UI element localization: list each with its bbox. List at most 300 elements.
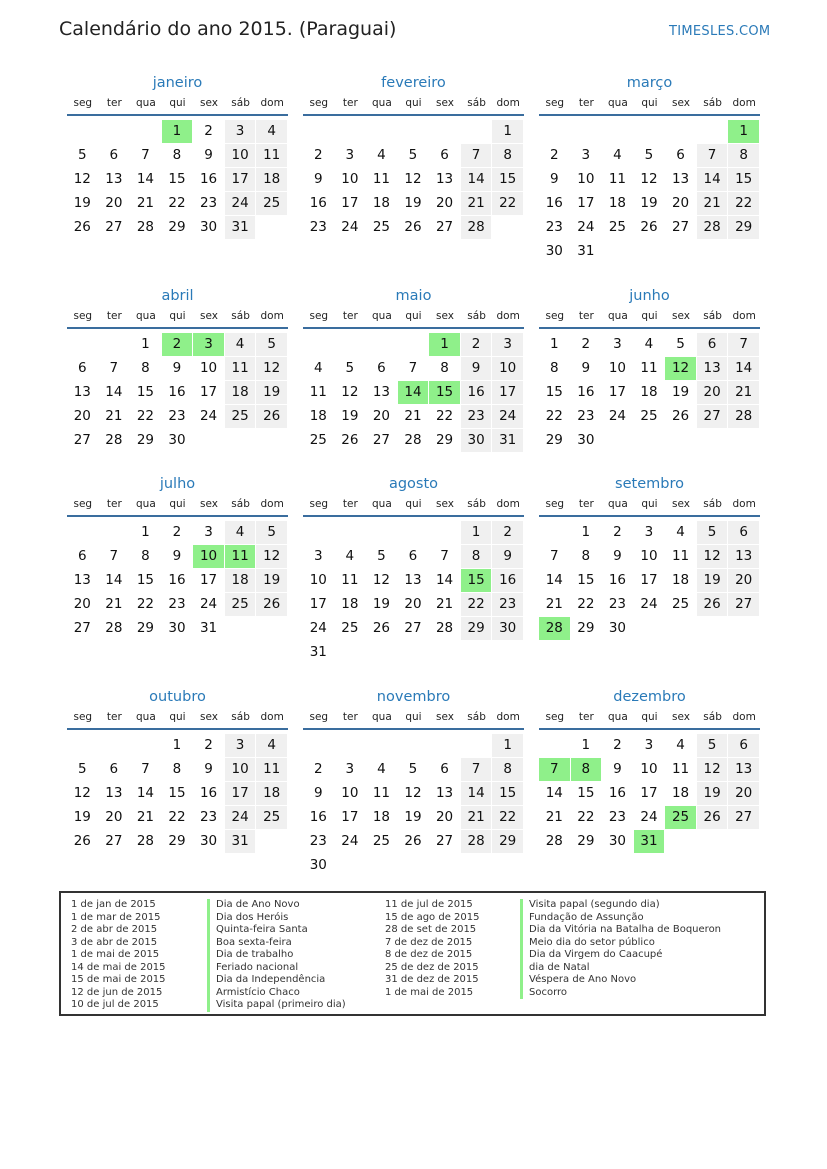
day-cell[interactable]: 29 [168, 833, 186, 849]
day-cell[interactable]: 4 [377, 761, 386, 777]
day-cell[interactable]: 14 [136, 171, 154, 187]
weekend-day-cell[interactable]: 18 [225, 381, 256, 404]
weekend-day-cell[interactable]: 25 [256, 192, 287, 215]
day-cell[interactable]: 3 [345, 761, 355, 777]
weekend-day-cell[interactable]: 11 [256, 758, 287, 781]
day-cell[interactable]: 6 [377, 360, 386, 376]
day-cell[interactable]: 11 [671, 761, 690, 777]
day-cell[interactable]: 18 [671, 572, 690, 588]
day-cell[interactable]: 1 [549, 336, 559, 352]
day-cell[interactable]: 9 [613, 761, 622, 777]
day-cell[interactable]: 17 [341, 195, 359, 211]
holiday-day-cell[interactable]: 15 [461, 569, 492, 592]
day-cell[interactable]: 5 [644, 147, 654, 163]
day-cell[interactable]: 19 [404, 809, 422, 825]
day-cell[interactable]: 11 [372, 171, 390, 187]
day-cell[interactable]: 20 [372, 408, 390, 424]
day-cell[interactable]: 6 [77, 548, 87, 564]
day-cell[interactable]: 29 [435, 432, 454, 448]
weekend-day-cell[interactable]: 3 [492, 333, 523, 356]
weekend-day-cell[interactable]: 31 [225, 216, 256, 239]
day-cell[interactable]: 5 [676, 336, 685, 352]
day-cell[interactable]: 4 [377, 147, 386, 163]
weekend-day-cell[interactable]: 22 [492, 806, 523, 829]
day-cell[interactable]: 30 [577, 432, 595, 448]
weekend-day-cell[interactable]: 14 [728, 357, 759, 380]
day-cell[interactable]: 26 [640, 219, 658, 235]
day-cell[interactable]: 4 [345, 548, 355, 564]
day-cell[interactable]: 29 [168, 219, 186, 235]
day-cell[interactable]: 10 [309, 572, 327, 588]
day-cell[interactable]: 7 [109, 548, 119, 564]
day-cell[interactable]: 21 [435, 596, 454, 612]
weekend-day-cell[interactable]: 23 [492, 593, 523, 616]
day-cell[interactable]: 3 [613, 336, 622, 352]
weekend-day-cell[interactable]: 17 [225, 168, 256, 191]
day-cell[interactable]: 16 [577, 384, 595, 400]
day-cell[interactable]: 13 [435, 785, 454, 801]
day-cell[interactable]: 17 [199, 384, 218, 400]
day-cell[interactable]: 4 [644, 336, 654, 352]
day-cell[interactable]: 15 [136, 384, 154, 400]
day-cell[interactable]: 4 [313, 360, 323, 376]
day-cell[interactable]: 15 [168, 785, 186, 801]
day-cell[interactable]: 1 [172, 737, 182, 753]
weekend-day-cell[interactable]: 20 [728, 782, 759, 805]
weekend-day-cell[interactable]: 7 [461, 758, 492, 781]
day-cell[interactable]: 9 [172, 360, 182, 376]
day-cell[interactable]: 24 [341, 219, 359, 235]
weekend-day-cell[interactable]: 29 [492, 830, 523, 853]
day-cell[interactable]: 12 [73, 785, 91, 801]
day-cell[interactable]: 2 [313, 761, 323, 777]
holiday-day-cell[interactable]: 14 [398, 381, 429, 404]
day-cell[interactable]: 10 [341, 171, 359, 187]
day-cell[interactable]: 19 [372, 596, 390, 612]
day-cell[interactable]: 20 [73, 408, 91, 424]
day-cell[interactable]: 24 [309, 620, 327, 636]
day-cell[interactable]: 19 [671, 384, 690, 400]
holiday-day-cell[interactable]: 25 [665, 806, 696, 829]
day-cell[interactable]: 30 [545, 243, 563, 259]
day-cell[interactable]: 9 [549, 171, 559, 187]
day-cell[interactable]: 4 [613, 147, 622, 163]
weekend-day-cell[interactable]: 25 [225, 405, 256, 428]
day-cell[interactable]: 5 [377, 548, 386, 564]
weekend-day-cell[interactable]: 4 [256, 120, 287, 143]
day-cell[interactable]: 13 [73, 384, 91, 400]
day-cell[interactable]: 12 [404, 171, 422, 187]
day-cell[interactable]: 27 [372, 432, 390, 448]
day-cell[interactable]: 19 [73, 809, 91, 825]
day-cell[interactable]: 8 [549, 360, 559, 376]
weekend-day-cell[interactable]: 28 [728, 405, 759, 428]
day-cell[interactable]: 22 [136, 408, 154, 424]
day-cell[interactable]: 6 [109, 761, 119, 777]
day-cell[interactable]: 11 [608, 171, 626, 187]
day-cell[interactable]: 1 [141, 524, 150, 540]
weekend-day-cell[interactable]: 15 [492, 168, 523, 191]
day-cell[interactable]: 9 [204, 147, 213, 163]
weekend-day-cell[interactable]: 3 [225, 734, 256, 757]
day-cell[interactable]: 15 [577, 785, 595, 801]
day-cell[interactable]: 13 [372, 384, 390, 400]
weekend-day-cell[interactable]: 13 [728, 758, 759, 781]
day-cell[interactable]: 2 [204, 123, 213, 139]
day-cell[interactable]: 30 [199, 219, 218, 235]
weekend-day-cell[interactable]: 12 [256, 545, 287, 568]
day-cell[interactable]: 24 [199, 408, 218, 424]
day-cell[interactable]: 20 [435, 809, 454, 825]
day-cell[interactable]: 29 [136, 432, 154, 448]
day-cell[interactable]: 14 [435, 572, 454, 588]
day-cell[interactable]: 29 [136, 620, 154, 636]
day-cell[interactable]: 5 [345, 360, 355, 376]
weekend-day-cell[interactable]: 20 [697, 381, 728, 404]
day-cell[interactable]: 25 [608, 219, 626, 235]
day-cell[interactable]: 13 [105, 171, 123, 187]
day-cell[interactable]: 5 [77, 761, 87, 777]
weekend-day-cell[interactable]: 22 [728, 192, 759, 215]
day-cell[interactable]: 3 [345, 147, 355, 163]
day-cell[interactable]: 10 [640, 761, 658, 777]
day-cell[interactable]: 13 [435, 171, 454, 187]
day-cell[interactable]: 3 [313, 548, 323, 564]
day-cell[interactable]: 10 [608, 360, 626, 376]
day-cell[interactable]: 27 [404, 620, 422, 636]
day-cell[interactable]: 28 [136, 219, 154, 235]
weekend-day-cell[interactable]: 13 [697, 357, 728, 380]
day-cell[interactable]: 19 [640, 195, 658, 211]
weekend-day-cell[interactable]: 8 [492, 758, 523, 781]
weekend-day-cell[interactable]: 7 [697, 144, 728, 167]
day-cell[interactable]: 20 [73, 596, 91, 612]
day-cell[interactable]: 12 [73, 171, 91, 187]
day-cell[interactable]: 12 [404, 785, 422, 801]
day-cell[interactable]: 22 [435, 408, 454, 424]
weekend-day-cell[interactable]: 11 [256, 144, 287, 167]
weekend-day-cell[interactable]: 19 [256, 569, 287, 592]
day-cell[interactable]: 22 [577, 809, 595, 825]
weekend-day-cell[interactable]: 16 [461, 381, 492, 404]
day-cell[interactable]: 4 [676, 524, 685, 540]
day-cell[interactable]: 16 [309, 809, 327, 825]
day-cell[interactable]: 28 [404, 432, 422, 448]
weekend-day-cell[interactable]: 20 [728, 569, 759, 592]
day-cell[interactable]: 17 [640, 785, 658, 801]
holiday-day-cell[interactable]: 28 [539, 617, 570, 640]
day-cell[interactable]: 28 [545, 833, 563, 849]
weekend-day-cell[interactable]: 21 [461, 192, 492, 215]
day-cell[interactable]: 30 [608, 833, 626, 849]
day-cell[interactable]: 27 [73, 620, 91, 636]
day-cell[interactable]: 7 [109, 360, 119, 376]
day-cell[interactable]: 3 [204, 524, 213, 540]
weekend-day-cell[interactable]: 26 [256, 405, 287, 428]
day-cell[interactable]: 14 [545, 572, 563, 588]
day-cell[interactable]: 13 [404, 572, 422, 588]
day-cell[interactable]: 26 [73, 833, 91, 849]
day-cell[interactable]: 31 [309, 644, 327, 660]
day-cell[interactable]: 12 [640, 171, 658, 187]
weekend-day-cell[interactable]: 7 [461, 144, 492, 167]
weekend-day-cell[interactable]: 5 [256, 521, 287, 544]
holiday-day-cell[interactable]: 10 [193, 545, 224, 568]
weekend-day-cell[interactable]: 10 [225, 144, 256, 167]
weekend-day-cell[interactable]: 27 [697, 405, 728, 428]
weekend-day-cell[interactable]: 7 [728, 333, 759, 356]
holiday-day-cell[interactable]: 7 [539, 758, 570, 781]
weekend-day-cell[interactable]: 16 [492, 569, 523, 592]
day-cell[interactable]: 18 [309, 408, 327, 424]
weekend-day-cell[interactable]: 15 [728, 168, 759, 191]
day-cell[interactable]: 1 [141, 336, 150, 352]
weekend-day-cell[interactable]: 30 [492, 617, 523, 640]
day-cell[interactable]: 14 [105, 572, 123, 588]
weekend-day-cell[interactable]: 22 [492, 192, 523, 215]
weekend-day-cell[interactable]: 17 [492, 381, 523, 404]
weekend-day-cell[interactable]: 30 [461, 429, 492, 452]
day-cell[interactable]: 2 [172, 524, 182, 540]
weekend-day-cell[interactable]: 27 [728, 593, 759, 616]
day-cell[interactable]: 20 [105, 195, 123, 211]
day-cell[interactable]: 9 [581, 360, 591, 376]
weekend-day-cell[interactable]: 6 [728, 734, 759, 757]
weekend-day-cell[interactable]: 9 [492, 545, 523, 568]
weekend-day-cell[interactable]: 19 [256, 381, 287, 404]
day-cell[interactable]: 23 [168, 596, 186, 612]
day-cell[interactable]: 28 [136, 833, 154, 849]
day-cell[interactable]: 13 [671, 171, 690, 187]
day-cell[interactable]: 24 [640, 809, 658, 825]
day-cell[interactable]: 21 [105, 596, 123, 612]
weekend-day-cell[interactable]: 10 [225, 758, 256, 781]
weekend-day-cell[interactable]: 2 [492, 521, 523, 544]
weekend-day-cell[interactable]: 24 [492, 405, 523, 428]
day-cell[interactable]: 12 [372, 572, 390, 588]
day-cell[interactable]: 26 [404, 219, 422, 235]
day-cell[interactable]: 9 [313, 785, 323, 801]
day-cell[interactable]: 16 [199, 171, 218, 187]
day-cell[interactable]: 22 [545, 408, 563, 424]
day-cell[interactable]: 5 [408, 761, 418, 777]
day-cell[interactable]: 8 [141, 360, 150, 376]
weekend-day-cell[interactable]: 6 [728, 521, 759, 544]
day-cell[interactable]: 23 [309, 833, 327, 849]
day-cell[interactable]: 7 [440, 548, 449, 564]
day-cell[interactable]: 2 [581, 336, 591, 352]
day-cell[interactable]: 31 [199, 620, 218, 636]
day-cell[interactable]: 21 [136, 195, 154, 211]
weekend-day-cell[interactable]: 19 [697, 569, 728, 592]
day-cell[interactable]: 2 [313, 147, 323, 163]
weekend-day-cell[interactable]: 4 [225, 333, 256, 356]
weekend-day-cell[interactable]: 14 [697, 168, 728, 191]
weekend-day-cell[interactable]: 8 [728, 144, 759, 167]
day-cell[interactable]: 24 [199, 596, 218, 612]
weekend-day-cell[interactable]: 26 [697, 806, 728, 829]
day-cell[interactable]: 23 [309, 219, 327, 235]
day-cell[interactable]: 6 [408, 548, 418, 564]
day-cell[interactable]: 2 [549, 147, 559, 163]
day-cell[interactable]: 18 [372, 195, 390, 211]
holiday-day-cell[interactable]: 8 [571, 758, 602, 781]
day-cell[interactable]: 17 [309, 596, 327, 612]
day-cell[interactable]: 6 [440, 761, 449, 777]
weekend-day-cell[interactable]: 1 [492, 120, 523, 143]
weekend-day-cell[interactable]: 21 [461, 806, 492, 829]
day-cell[interactable]: 25 [372, 219, 390, 235]
weekend-day-cell[interactable]: 12 [256, 357, 287, 380]
day-cell[interactable]: 10 [199, 360, 218, 376]
day-cell[interactable]: 25 [640, 408, 658, 424]
day-cell[interactable]: 27 [105, 833, 123, 849]
day-cell[interactable]: 21 [404, 408, 422, 424]
day-cell[interactable]: 30 [199, 833, 218, 849]
weekend-day-cell[interactable]: 29 [728, 216, 759, 239]
weekend-day-cell[interactable]: 31 [492, 429, 523, 452]
day-cell[interactable]: 7 [408, 360, 418, 376]
day-cell[interactable]: 18 [671, 785, 690, 801]
weekend-day-cell[interactable]: 3 [225, 120, 256, 143]
day-cell[interactable]: 7 [549, 548, 559, 564]
weekend-day-cell[interactable]: 23 [461, 405, 492, 428]
day-cell[interactable]: 23 [199, 809, 218, 825]
weekend-day-cell[interactable]: 21 [728, 381, 759, 404]
day-cell[interactable]: 15 [577, 572, 595, 588]
weekend-day-cell[interactable]: 17 [225, 782, 256, 805]
day-cell[interactable]: 20 [404, 596, 422, 612]
day-cell[interactable]: 20 [105, 809, 123, 825]
day-cell[interactable]: 9 [172, 548, 182, 564]
day-cell[interactable]: 1 [581, 524, 591, 540]
day-cell[interactable]: 9 [313, 171, 323, 187]
holiday-day-cell[interactable]: 31 [634, 830, 665, 853]
day-cell[interactable]: 17 [199, 572, 218, 588]
day-cell[interactable]: 10 [577, 171, 595, 187]
day-cell[interactable]: 28 [105, 620, 123, 636]
day-cell[interactable]: 12 [341, 384, 359, 400]
weekend-day-cell[interactable]: 25 [225, 593, 256, 616]
day-cell[interactable]: 27 [435, 833, 454, 849]
day-cell[interactable]: 23 [608, 596, 626, 612]
day-cell[interactable]: 23 [199, 195, 218, 211]
day-cell[interactable]: 26 [372, 620, 390, 636]
weekend-day-cell[interactable]: 4 [225, 521, 256, 544]
day-cell[interactable]: 8 [581, 548, 591, 564]
holiday-day-cell[interactable]: 12 [665, 357, 696, 380]
weekend-day-cell[interactable]: 27 [728, 806, 759, 829]
day-cell[interactable]: 26 [404, 833, 422, 849]
day-cell[interactable]: 20 [671, 195, 690, 211]
day-cell[interactable]: 27 [73, 432, 91, 448]
weekend-day-cell[interactable]: 2 [461, 333, 492, 356]
day-cell[interactable]: 25 [372, 833, 390, 849]
weekend-day-cell[interactable]: 24 [225, 192, 256, 215]
day-cell[interactable]: 21 [105, 408, 123, 424]
day-cell[interactable]: 2 [613, 524, 622, 540]
day-cell[interactable]: 11 [372, 785, 390, 801]
day-cell[interactable]: 16 [309, 195, 327, 211]
holiday-day-cell[interactable]: 2 [162, 333, 193, 356]
day-cell[interactable]: 26 [341, 432, 359, 448]
day-cell[interactable]: 29 [577, 620, 595, 636]
holiday-day-cell[interactable]: 11 [225, 545, 256, 568]
weekend-day-cell[interactable]: 15 [492, 782, 523, 805]
day-cell[interactable]: 18 [640, 384, 658, 400]
weekend-day-cell[interactable]: 19 [697, 782, 728, 805]
day-cell[interactable]: 17 [341, 809, 359, 825]
day-cell[interactable]: 3 [581, 147, 591, 163]
weekend-day-cell[interactable]: 18 [256, 782, 287, 805]
day-cell[interactable]: 16 [168, 384, 186, 400]
day-cell[interactable]: 21 [136, 809, 154, 825]
weekend-day-cell[interactable]: 14 [461, 782, 492, 805]
day-cell[interactable]: 27 [435, 219, 454, 235]
weekend-day-cell[interactable]: 5 [697, 521, 728, 544]
day-cell[interactable]: 11 [341, 572, 359, 588]
day-cell[interactable]: 24 [341, 833, 359, 849]
day-cell[interactable]: 19 [341, 408, 359, 424]
weekend-day-cell[interactable]: 24 [225, 806, 256, 829]
day-cell[interactable]: 23 [577, 408, 595, 424]
day-cell[interactable]: 15 [545, 384, 563, 400]
day-cell[interactable]: 23 [608, 809, 626, 825]
day-cell[interactable]: 15 [136, 572, 154, 588]
day-cell[interactable]: 10 [640, 548, 658, 564]
day-cell[interactable]: 17 [577, 195, 595, 211]
day-cell[interactable]: 18 [372, 809, 390, 825]
weekend-day-cell[interactable]: 10 [492, 357, 523, 380]
weekend-day-cell[interactable]: 13 [728, 545, 759, 568]
day-cell[interactable]: 30 [168, 432, 186, 448]
holiday-day-cell[interactable]: 1 [162, 120, 193, 143]
day-cell[interactable]: 10 [341, 785, 359, 801]
day-cell[interactable]: 14 [136, 785, 154, 801]
weekend-day-cell[interactable]: 22 [461, 593, 492, 616]
day-cell[interactable]: 22 [168, 809, 186, 825]
weekend-day-cell[interactable]: 28 [461, 830, 492, 853]
day-cell[interactable]: 5 [408, 147, 418, 163]
day-cell[interactable]: 2 [204, 737, 213, 753]
weekend-day-cell[interactable]: 11 [225, 357, 256, 380]
day-cell[interactable]: 13 [73, 572, 91, 588]
day-cell[interactable]: 8 [172, 761, 182, 777]
holiday-day-cell[interactable]: 1 [429, 333, 460, 356]
day-cell[interactable]: 17 [640, 572, 658, 588]
day-cell[interactable]: 19 [73, 195, 91, 211]
day-cell[interactable]: 11 [640, 360, 658, 376]
day-cell[interactable]: 30 [608, 620, 626, 636]
day-cell[interactable]: 6 [440, 147, 449, 163]
day-cell[interactable]: 6 [109, 147, 119, 163]
day-cell[interactable]: 18 [608, 195, 626, 211]
day-cell[interactable]: 15 [168, 171, 186, 187]
weekend-day-cell[interactable]: 25 [256, 806, 287, 829]
day-cell[interactable]: 21 [545, 596, 563, 612]
day-cell[interactable]: 1 [581, 737, 591, 753]
day-cell[interactable]: 30 [168, 620, 186, 636]
day-cell[interactable]: 14 [545, 785, 563, 801]
day-cell[interactable]: 22 [136, 596, 154, 612]
weekend-day-cell[interactable]: 26 [256, 593, 287, 616]
day-cell[interactable]: 6 [676, 147, 685, 163]
weekend-day-cell[interactable]: 28 [697, 216, 728, 239]
day-cell[interactable]: 31 [577, 243, 595, 259]
day-cell[interactable]: 7 [141, 147, 150, 163]
day-cell[interactable]: 30 [309, 857, 327, 873]
day-cell[interactable]: 6 [77, 360, 87, 376]
